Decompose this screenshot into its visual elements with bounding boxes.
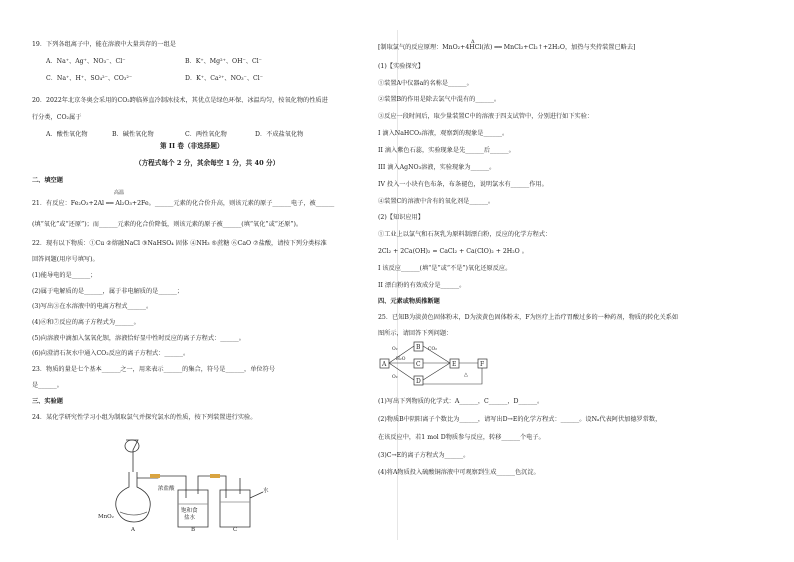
q25-sub2-line1: (2)物质B中阴阳离子个数比为______，请写出D→E的化学方程式：______。设Nₐ代表阿伏加德罗常数， xyxy=(378,416,662,423)
arrow-d-e xyxy=(423,363,450,380)
label-saturated-1: 饱和食 xyxy=(181,508,198,514)
section-inference: 四、元素或物质推断题 xyxy=(378,298,440,305)
q24-2-1: ①工业上以氯气和石灰乳为原料制漂白粉，反应的化学方程式： xyxy=(378,231,552,238)
node-a-label: A xyxy=(382,361,387,368)
separatory-funnel xyxy=(126,440,138,472)
q22-sub5: (5)向溶液中滴加入氢氧化钡，溶液恰好显中性时反应的离子方程式：______。 xyxy=(32,335,245,342)
reaction-delta: Δ xyxy=(471,39,475,45)
q20-stem-line2: 行分类，CO₂属于 xyxy=(32,114,82,121)
funnel-bulb xyxy=(125,440,139,452)
label-c: C xyxy=(233,527,238,533)
label-b: B xyxy=(191,527,196,533)
q22-sub1: (1)能导电的是______； xyxy=(32,272,97,279)
label-mno2: MnO₂ xyxy=(98,514,114,520)
part2-note: （方程式每个 2 分，其余每空 1 分，共 40 分） xyxy=(135,159,280,167)
q24-test-4: IV 投入一小块有色布条，布条褪色，说明氯水有______作用。 xyxy=(378,181,548,188)
node-e-label: E xyxy=(452,361,457,368)
reaction-principle: [制取氯气的反应原理：MnO₂+4HCl(浓) ══ MnCl₂+Cl₂↑+2H₂O，加热与夹持装置已略去] xyxy=(378,44,636,51)
q22-sub4: (4)⑥和⑦反应的离子方程式为______。 xyxy=(32,319,140,326)
q25-sub4: (4)将A物质投入硫酸铜溶液中可观察到生成______色沉淀。 xyxy=(378,469,540,476)
label-o2-bottom: O₂ xyxy=(392,375,398,380)
bottle-c xyxy=(220,490,250,527)
experiment-apparatus xyxy=(100,432,280,532)
q20-stem-line1: 20．2022年北京冬奥会采用的CO₂跨临界直冷制冰技术，其优点是绿色环保、冰温均匀，按氧化物的性质进 xyxy=(32,97,328,104)
label-o2: O₂ xyxy=(392,347,398,352)
q24-part1-title: (1)【实验探究】 xyxy=(378,63,424,70)
q24-1-1: ①装置A中仪器a的名称是______。 xyxy=(378,80,473,87)
rubber-connector-1 xyxy=(150,474,160,478)
q24-test-2: II 滴入紫色石蕊，实验现象是先______后______。 xyxy=(378,147,515,154)
q23-line2: 是______。 xyxy=(32,382,63,389)
q23-line1: 23．物质的量是七个基本______之一，用来表示______的集合，符号是______，单位符号 xyxy=(32,366,275,373)
q24-part2-title: (2)【知识应用】 xyxy=(378,214,424,221)
q20-option-d: D．不成盐氧化物 xyxy=(255,131,304,138)
label-h2o: H₂O xyxy=(396,357,406,362)
q19-option-b: B．K⁺、Mg²⁺、OH⁻、Cl⁻ xyxy=(185,58,262,65)
transformation-diagram xyxy=(378,338,518,392)
flask-a xyxy=(116,472,150,522)
q24-test-1: I 滴入NaHCO₃溶液，观察到的现象是______。 xyxy=(378,130,509,137)
part2-title: 第 II 卷（非选择题） xyxy=(160,142,224,150)
q22-sub6: (6)向澄清石灰水中通入CO₂反应的离子方程式：______。 xyxy=(32,350,190,357)
q20-option-b: B．碱性氧化物 xyxy=(112,131,154,138)
node-f-label: F xyxy=(480,361,485,368)
q25-sub3: (3)C→E的离子方程式为______。 xyxy=(378,452,470,459)
label-co2: CO₂ xyxy=(428,347,437,352)
q21-condition: 高温 xyxy=(114,190,125,196)
rubber-connector-2 xyxy=(210,474,220,478)
arrow-f-d xyxy=(423,368,482,384)
q25-sub1: (1)写出下列物质的化学式：A______，C______，D______。 xyxy=(378,398,544,405)
node-c-label: C xyxy=(416,361,421,368)
q21-line1: 21．有反应：Fe₂O₃+2Al ══ Al₂O₃+2Fe。______元素的化合价升高，则该元素的原子______电子，被______ xyxy=(32,200,335,207)
node-d-label: D xyxy=(416,378,421,385)
tube-b-c xyxy=(198,476,226,498)
q20-option-c: C．两性氧化物 xyxy=(185,131,227,138)
label-saturated-2: 盐水 xyxy=(184,515,196,521)
q24-2-i: I 该反应______(填“是”或“不是”)氧化还原反应。 xyxy=(378,265,512,272)
node-b-label: B xyxy=(416,344,421,351)
label-heat: △ xyxy=(464,372,468,378)
q24-1-4: ④装置C的溶液中含有的氧化剂是______。 xyxy=(378,198,495,205)
q22-line2: 回答问题(用序号填写)。 xyxy=(32,256,99,263)
q21-line2: (填“氧化”或“还原”)；而______元素的化合价降低，则该元素的原子被______(填“氧化”或“还原”)。 xyxy=(32,221,303,228)
q24-stem: 24．某化学研究性学习小组为制取氯气并探究氯水的性质，按下列装置进行实验。 xyxy=(32,414,257,421)
q22-line1: 22．现有以下物质：①Cu ②熔融NaCl ③NaHSO₄ 固体 ④NH₃ ⑤蔗糖 ⑥CaO ⑦盐酸，请按下列分类标准 xyxy=(32,240,327,247)
q25-stem-line1: 25．已知B为淡黄色固体粉末，D为淡黄色固体粉末，F为医疗上治疗胃酸过多的一种药剂，物质的转化关系如 xyxy=(378,314,679,321)
q24-2-ii: II 漂白粉的有效成分是______。 xyxy=(378,282,466,289)
label-conc-hcl: 浓盐酸 xyxy=(158,486,175,492)
q24-1-2: ②装置B的作用是除去氯气中混有的______。 xyxy=(378,96,501,103)
q24-1-3: ③反应一段时间后，取少量装置C中的溶液于四支试管中，分别进行如下实验： xyxy=(378,113,594,120)
section-fill-in: 二、填空题 xyxy=(32,177,63,184)
q22-sub3: (3)写出③在水溶液中的电离方程式______。 xyxy=(32,303,153,310)
q22-sub2: (2)属于电解质的是______，属于非电解质的是______； xyxy=(32,288,184,295)
q19-option-d: D．K⁺、Ca²⁺、NO₃⁻、Cl⁻ xyxy=(185,75,263,82)
label-a: A xyxy=(131,527,135,533)
section-experiment: 三、实验题 xyxy=(32,398,63,405)
q19-option-a: A．Na⁺、Ag⁺、NO₃⁻、Cl⁻ xyxy=(46,58,126,65)
q19-stem: 19．下列各组离子中，能在溶液中大量共存的一组是 xyxy=(32,41,176,48)
q25-sub2-line2: 在该反应中，若1 mol D物质参与反应，转移______个电子。 xyxy=(378,434,545,441)
q20-option-a: A．酸性氧化物 xyxy=(46,131,88,138)
q24-test-3: III 滴入AgNO₃溶液，实验现象为______。 xyxy=(378,164,496,171)
q19-option-c: C．Na⁺、H⁺、SO₄²⁻、CO₃²⁻ xyxy=(46,75,133,82)
q25-stem-line2: 图所示，请回答下列问题： xyxy=(378,330,453,337)
q24-equation: 2Cl₂ + 2Ca(OH)₂ = CaCl₂ + Ca(ClO)₂ + 2H₂O 。 xyxy=(378,248,528,255)
label-water: 水 xyxy=(263,488,269,494)
